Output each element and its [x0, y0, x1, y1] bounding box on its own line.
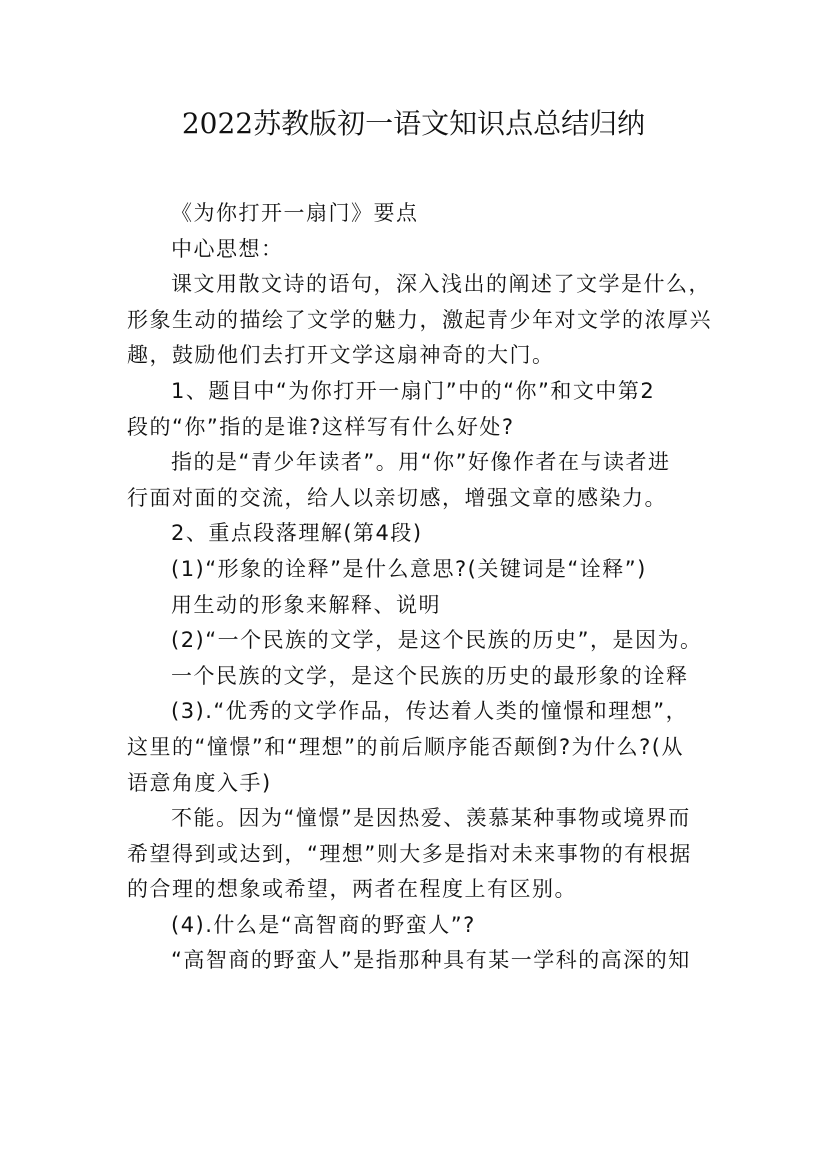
- text-line: 形象生动的描绘了文学的魅力，激起青少年对文学的浓厚兴: [127, 307, 712, 332]
- text-line: 段的“你”指的是谁?这样写有什么好处?: [127, 414, 515, 439]
- text-line: 的合理的想象或希望，两者在程度上有区别。: [127, 877, 577, 902]
- document-body: [127, 196, 711, 979]
- text-line: 一个民族的文学，是这个民族的历史的最形象的诠释: [171, 663, 689, 688]
- text-line: 用生动的形象来解释、说明: [171, 592, 441, 617]
- text-line: (4).什么是“高智商的野蛮人”?: [171, 912, 476, 937]
- text-line: (2)“一个民族的文学，是这个民族的历史”，是因为。: [171, 628, 703, 653]
- text-line: “高智商的野蛮人”是指那种具有某一学科的高深的知: [171, 948, 691, 973]
- text-line: 2、重点段落理解(第4段): [171, 521, 423, 546]
- text-line: 不能。因为“憧憬”是因热爱、羡慕某种事物或境界而: [171, 806, 691, 831]
- text-line: 指的是“青少年读者”。用“你”好像作者在与读者进: [171, 450, 671, 475]
- text-line: 中心思想：: [171, 236, 284, 261]
- text-line: 行面对面的交流，给人以亲切感，增强文章的感染力。: [127, 485, 667, 510]
- text-line: 语意角度入手): [127, 770, 272, 795]
- text-line: 课文用散文诗的语句，深入浅出的阐述了文学是什么，: [171, 272, 711, 297]
- text-line: 《为你打开一扇门》要点: [171, 201, 419, 225]
- text-line: (3).“优秀的文学作品，传达着人类的憧憬和理想”，: [171, 699, 689, 724]
- document-title: 2022苏教版初一语文知识点总结归纳: [181, 107, 646, 140]
- text-line: 趣，鼓励他们去打开文学这扇神奇的大门。: [127, 343, 555, 368]
- text-line: 1、题目中“为你打开一扇门”中的“你”和文中第2: [171, 378, 656, 403]
- text-line: 希望得到或达到，“理想”则大多是指对未来事物的有根据: [127, 841, 692, 866]
- text-line: (1)“形象的诠释”是什么意思?(关键词是“诠释”): [171, 556, 647, 581]
- text-line: 这里的“憧憬”和“理想”的前后顺序能否颠倒?为什么?(从: [127, 734, 685, 759]
